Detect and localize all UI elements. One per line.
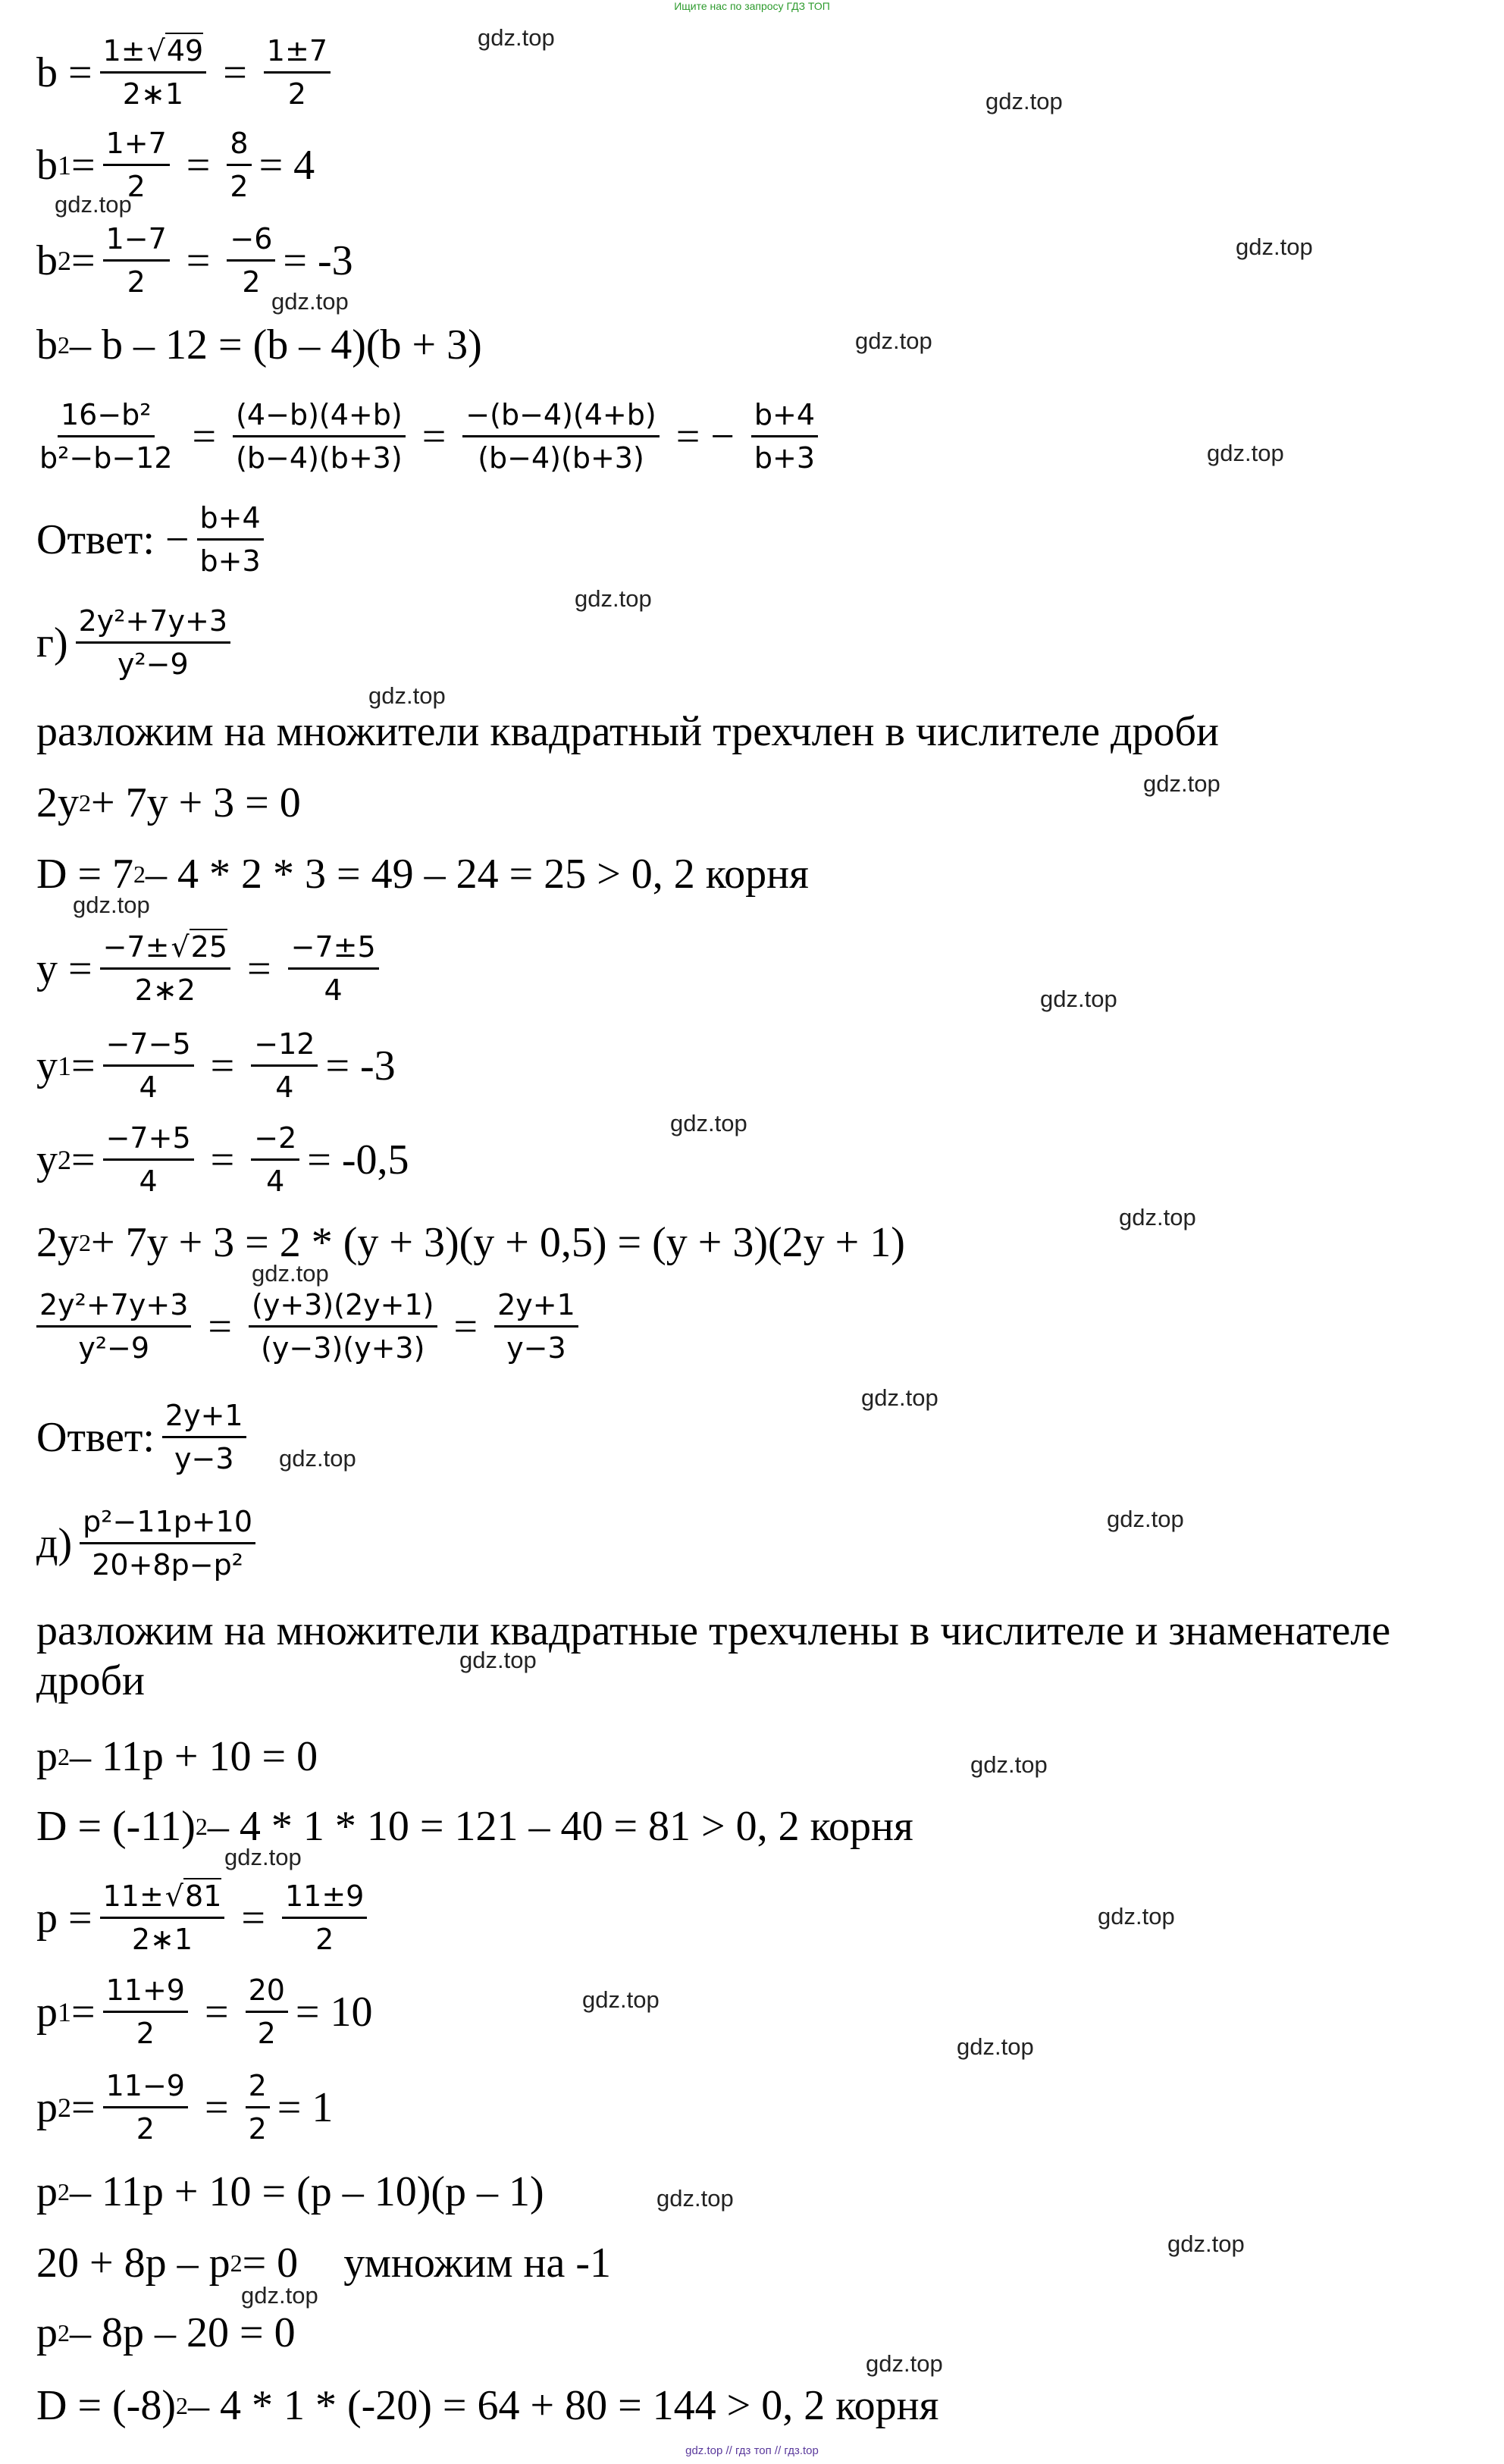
text: – 11p + 10 = (p – 10)(p – 1) — [70, 2168, 544, 2215]
numerator: p²−11p+10 — [80, 1506, 255, 1544]
watermark: gdz.top — [224, 1844, 302, 1870]
equals: = — [421, 413, 446, 460]
denominator: 2 — [136, 2111, 155, 2146]
lhs: y — [36, 1042, 58, 1089]
numerator: 1±7 — [264, 35, 331, 74]
fraction: $\frac{11\pm√81}{2∗1}$ — [100, 1880, 225, 1956]
denominator: 4 — [266, 1164, 285, 1198]
equals: = — [71, 2084, 96, 2131]
fraction — [197, 502, 264, 578]
denominator: b+3 — [199, 544, 261, 578]
lhs: b — [36, 237, 58, 284]
numerator: 11±9 — [282, 1880, 367, 1919]
lhs: p — [36, 1989, 58, 2036]
fraction — [251, 1122, 299, 1198]
fraction — [227, 127, 251, 203]
fraction — [494, 1289, 578, 1365]
numerator: −(b−4)(4+b) — [462, 399, 659, 437]
fraction: $\frac{-7\pm√25}{2∗2}$ — [100, 931, 230, 1007]
equation-y1: y 1 = $\frac{-7-5}{4}$ = $\frac{-12}{4}$ = -3 — [36, 1027, 396, 1104]
text: 20 + 8p – p — [36, 2240, 230, 2287]
equals: = — [71, 1989, 96, 2036]
equation-y-factored: 2y 2 + 7y + 3 = 2 * (y + 3)(y + 0,5) = (y + 3)(2y + 1) — [36, 1219, 905, 1266]
equals: = — [186, 142, 211, 189]
numerator: 8 — [227, 127, 251, 166]
answer-label: Ответ: − — [36, 516, 190, 563]
fraction — [249, 1289, 437, 1365]
denominator: 2 — [127, 169, 146, 203]
denominator: 2 — [257, 2016, 276, 2050]
denominator: 4 — [139, 1164, 158, 1198]
equals: = — [204, 2084, 229, 2131]
text: = 0 — [242, 2240, 299, 2287]
fraction — [36, 399, 176, 475]
footer: gdz.top // гдз топ // гдз.top — [685, 2444, 819, 2457]
equals-minus: = − — [675, 413, 735, 460]
denominator: y²−9 — [117, 647, 189, 681]
text: 2y — [36, 1219, 79, 1266]
text: D = 7 — [36, 851, 134, 898]
fraction — [103, 1122, 194, 1198]
fraction — [103, 2070, 188, 2146]
equation-y-fraction — [36, 1281, 586, 1372]
watermark: gdz.top — [1236, 234, 1313, 260]
equation-b-fraction — [36, 391, 826, 482]
equals: = — [71, 1042, 96, 1089]
text: p — [36, 2168, 58, 2215]
equals: = — [192, 413, 217, 460]
text-g: разложим на множители квадратный трехчлен в числителе дроби — [36, 708, 1219, 755]
watermark: gdz.top — [73, 892, 150, 918]
denominator: 2 — [242, 265, 261, 299]
lhs: p = — [36, 1895, 92, 1942]
text-d: разложим на множители квадратные трехчлены в числителе и знаменателе дроби — [36, 1607, 1391, 1704]
fraction — [80, 1506, 255, 1582]
watermark: gdz.top — [252, 1260, 329, 1287]
equals: = — [241, 1895, 265, 1942]
equals: = — [453, 1303, 478, 1350]
denominator: 2 — [230, 169, 249, 203]
radicand: 81 — [185, 1879, 222, 1913]
fraction — [288, 931, 379, 1007]
numerator: −7+5 — [103, 1122, 194, 1161]
equals: = — [71, 237, 96, 284]
text: – 11p + 10 = 0 — [70, 1733, 318, 1780]
equation-p1: p 1 = $\frac{11+9}{2}$ = $\frac{20}{2}$ = 10 — [36, 1973, 373, 2050]
numerator: 11+9 — [103, 1974, 188, 2013]
watermark: gdz.top — [368, 682, 446, 709]
numerator: 20 — [246, 1974, 288, 2013]
numerator: (4−b)(4+b) — [233, 399, 406, 437]
denominator: y−3 — [506, 1331, 566, 1365]
watermark: gdz.top — [861, 1384, 938, 1411]
text: + 7y + 3 = 2 * (y + 3)(y + 0,5) = (y + 3)(2y + 1) — [91, 1219, 905, 1266]
answer-b — [36, 494, 271, 585]
fraction — [233, 399, 406, 475]
watermark: gdz.top — [970, 1751, 1048, 1778]
numerator: 1± — [102, 33, 146, 67]
equation-p2: p 2 = $\frac{11-9}{2}$ = $\frac{2}{2}$ = 1 — [36, 2068, 334, 2146]
numerator: −7±5 — [288, 931, 379, 970]
numerator: 1+7 — [103, 127, 170, 166]
watermark: gdz.top — [855, 328, 932, 354]
lhs: b = — [36, 49, 92, 96]
numerator: b+4 — [197, 502, 264, 541]
text: D = (-11) — [36, 1803, 196, 1850]
text: D = (-8) — [36, 2382, 176, 2429]
denominator: 2 — [315, 1922, 334, 1956]
watermark: gdz.top — [1207, 440, 1284, 466]
equals: = — [247, 945, 271, 992]
numerator: 11± — [102, 1879, 164, 1913]
task-label: г) — [36, 619, 68, 666]
equation-p-factored: p 2 – 11p + 10 = (p – 10)(p – 1) — [36, 2168, 544, 2215]
watermark: gdz.top — [582, 1986, 660, 2013]
fraction — [282, 1880, 367, 1956]
answer-y — [36, 1392, 254, 1483]
watermark: gdz.top — [1119, 1204, 1196, 1230]
result: = 10 — [295, 1989, 373, 2036]
equation-b-factored: b 2 – b – 12 = (b – 4)(b + 3) — [36, 321, 482, 368]
task-label: д) — [36, 1520, 73, 1567]
denominator: 2 — [287, 77, 306, 111]
denominator: 2 — [136, 2016, 155, 2050]
equation-b-formula — [36, 27, 338, 118]
watermark: gdz.top — [55, 191, 132, 218]
discriminant-g: D = 7 2 – 4 * 2 * 3 = 49 – 24 = 25 > 0, 2 корня — [36, 851, 809, 898]
fraction — [103, 127, 170, 203]
denominator: 2 — [127, 265, 146, 299]
watermark: gdz.top — [985, 88, 1063, 114]
watermark: gdz.top — [478, 24, 555, 51]
result: = -3 — [325, 1042, 396, 1089]
watermark: gdz.top — [279, 1445, 356, 1472]
equation-g: 2y 2 + 7y + 3 = 0 — [36, 779, 301, 826]
task-g — [36, 597, 238, 688]
top-banner: Ищите нас по запросу ГДЗ ТОП — [674, 0, 830, 12]
fraction — [162, 1400, 246, 1475]
watermark: gdz.top — [1143, 770, 1220, 797]
denominator: 2∗2 — [134, 973, 196, 1007]
denominator: 2∗1 — [122, 77, 183, 111]
fraction — [751, 399, 818, 475]
equals: = — [223, 49, 247, 96]
task-d — [36, 1498, 263, 1589]
denominator: y−3 — [174, 1441, 234, 1475]
equation-q: 20 + 8p – p 2 = 0 умножим на -1 — [36, 2240, 612, 2287]
fraction — [462, 399, 659, 475]
fraction — [246, 1974, 288, 2050]
denominator: 2∗1 — [131, 1922, 193, 1956]
numerator: −7± — [102, 929, 170, 964]
numerator: −2 — [251, 1122, 299, 1161]
equals: = — [186, 237, 211, 284]
equals: = — [210, 1042, 235, 1089]
equation-p-formula — [36, 1873, 374, 1964]
numerator: 16−b² — [58, 399, 155, 437]
text: – 4 * 2 * 3 = 49 – 24 = 25 > 0, 2 корня — [146, 851, 809, 898]
fraction — [76, 605, 230, 681]
watermark: gdz.top — [670, 1110, 747, 1136]
text: 2y — [36, 779, 79, 826]
text: p — [36, 2309, 58, 2356]
numerator: b+4 — [751, 399, 818, 437]
watermark: gdz.top — [957, 2033, 1034, 2060]
numerator: 2y²+7y+3 — [76, 605, 230, 644]
equation-b2: b 2 = $\frac{1-7}{2}$ = $\frac{-6}{2}$ = -3 — [36, 221, 353, 299]
numerator: 1−7 — [103, 223, 170, 262]
denominator: 20+8p−p² — [92, 1547, 243, 1582]
lhs: p — [36, 2084, 58, 2131]
result: = -3 — [283, 237, 353, 284]
equation-y2: y 2 = $\frac{-7+5}{4}$ = $\frac{-2}{4}$ = -0,5 — [36, 1121, 409, 1198]
radicand: 25 — [190, 929, 228, 964]
denominator: 2 — [248, 2111, 267, 2146]
watermark: gdz.top — [241, 2282, 318, 2309]
numerator: 2y+1 — [494, 1289, 578, 1328]
denominator: 4 — [139, 1070, 158, 1104]
numerator: −7−5 — [103, 1028, 194, 1067]
watermark: gdz.top — [575, 585, 652, 612]
numerator: (y+3)(2y+1) — [249, 1289, 437, 1328]
equation-q2: p 2 – 8p – 20 = 0 — [36, 2309, 296, 2356]
numerator: −6 — [227, 223, 275, 262]
fraction — [227, 223, 275, 299]
denominator: b²−b−12 — [39, 440, 173, 475]
watermark: gdz.top — [1167, 2230, 1245, 2257]
denominator: b+3 — [754, 440, 816, 475]
watermark: gdz.top — [271, 288, 349, 315]
fraction — [251, 1028, 318, 1104]
fraction — [103, 1974, 188, 2050]
fraction — [103, 1028, 194, 1104]
watermark: gdz.top — [1107, 1506, 1184, 1532]
watermark: gdz.top — [1040, 986, 1117, 1012]
text: – 4 * 1 * 10 = 121 – 40 = 81 > 0, 2 корня — [207, 1803, 913, 1850]
numerator: −12 — [251, 1028, 318, 1067]
denominator: (y−3)(y+3) — [261, 1331, 425, 1365]
denominator: (b−4)(b+3) — [236, 440, 403, 475]
fraction — [36, 1289, 191, 1365]
numerator: 11−9 — [103, 2070, 188, 2108]
text: – 8p – 20 = 0 — [70, 2309, 296, 2356]
fraction — [264, 35, 331, 111]
equals: = — [210, 1136, 235, 1183]
discriminant-q: D = (-8) 2 – 4 * 1 * (-20) = 64 + 80 = 144 > 0, 2 корня — [36, 2382, 939, 2429]
numerator: 2y²+7y+3 — [36, 1289, 191, 1328]
equals: = — [71, 1136, 96, 1183]
result: = 4 — [258, 142, 315, 189]
equals: = — [71, 142, 96, 189]
lhs: y = — [36, 945, 92, 992]
numerator: 2 — [246, 2070, 270, 2108]
watermark: gdz.top — [1098, 1903, 1175, 1930]
result: = 1 — [277, 2084, 334, 2131]
equation-p: p 2 – 11p + 10 = 0 — [36, 1733, 318, 1780]
fraction — [103, 223, 170, 299]
discriminant-p: D = (-11) 2 – 4 * 1 * 10 = 121 – 40 = 81 > 0, 2 корня — [36, 1803, 913, 1850]
denominator: 4 — [275, 1070, 294, 1104]
radicand: 49 — [166, 33, 204, 67]
note: умножим на -1 — [343, 2240, 612, 2287]
fraction: $\frac{1\pm√49}{2∗1}$ — [100, 35, 207, 111]
denominator: y²−9 — [78, 1331, 150, 1365]
result: = -0,5 — [307, 1136, 409, 1183]
equation-y-formula — [36, 923, 387, 1014]
text: b — [36, 321, 58, 368]
equals: = — [208, 1303, 233, 1350]
watermark: gdz.top — [866, 2350, 943, 2377]
lhs: y — [36, 1136, 58, 1183]
fraction — [246, 2070, 270, 2146]
watermark: gdz.top — [656, 2185, 734, 2212]
denominator: 4 — [324, 973, 343, 1007]
watermark: gdz.top — [459, 1647, 537, 1673]
equals: = — [204, 1989, 229, 2036]
lhs: b — [36, 142, 58, 189]
numerator: 2y+1 — [162, 1400, 246, 1438]
answer-label: Ответ: — [36, 1414, 155, 1461]
denominator: (b−4)(b+3) — [478, 440, 644, 475]
text: – 4 * 1 * (-20) = 64 + 80 = 144 > 0, 2 корня — [187, 2382, 939, 2429]
text: + 7y + 3 = 0 — [91, 779, 301, 826]
text: p — [36, 1733, 58, 1780]
text: – b – 12 = (b – 4)(b + 3) — [70, 321, 482, 368]
equation-b1: b 1 = $\frac{1+7}{2}$ = $\frac{8}{2}$ = 4 — [36, 126, 315, 203]
